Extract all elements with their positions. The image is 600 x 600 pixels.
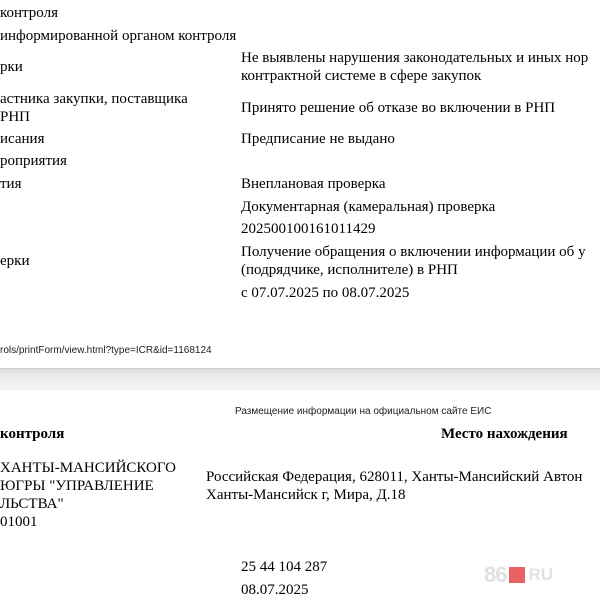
eis-header-note: Размещение информации на официальном сайте ЕИС <box>235 406 492 417</box>
org-name-line1: ХАНТЫ-МАНСИЙСКОГО <box>0 460 177 476</box>
label-rnp: РНП <box>0 109 31 125</box>
value-reg-number: 202500100161011429 <box>241 221 376 237</box>
value-reason-line2: (подрядчике, исполнителе) в РНП <box>241 262 458 278</box>
value-unscheduled: Внеплановая проверка <box>241 176 386 192</box>
label-participant: астника закупки, поставщика <box>0 91 188 107</box>
watermark-red-square-icon <box>509 567 525 583</box>
label-check-result: рки <box>0 59 23 75</box>
label-control: контроля <box>0 5 58 21</box>
value-prescription: Предписание не выдано <box>241 131 395 147</box>
address-line2: Ханты-Мансийск г, Мира, Д.18 <box>206 487 406 503</box>
org-name-line3: ЛЬСТВА" <box>0 496 64 512</box>
watermark-suffix: RU <box>528 565 554 584</box>
label-type: тия <box>0 176 22 192</box>
page-separator <box>0 368 600 391</box>
document-date: 08.07.2025 <box>241 582 309 598</box>
label-check: ерки <box>0 253 30 269</box>
col-header-control: контроля <box>0 426 65 442</box>
value-rnp-decision: Принято решение об отказе во включении в РНП <box>241 100 556 116</box>
value-documentary: Документарная (камеральная) проверка <box>241 199 496 215</box>
watermark-number: 86 <box>484 562 507 587</box>
address-line1: Российская Федерация, 628011, Ханты-Мансийский Автон <box>206 469 583 485</box>
value-reason-line1: Получение обращения о включении информации об у <box>241 244 586 260</box>
code-number: 25 44 104 287 <box>241 559 328 575</box>
org-code: 01001 <box>0 514 38 530</box>
value-no-violations-line2: контрактной системе в сфере закупок <box>241 68 482 84</box>
site-watermark <box>484 562 553 588</box>
label-prescription: исания <box>0 131 45 147</box>
print-url-footer: rols/printForm/view.html?type=ICR&id=1168124 <box>0 345 212 356</box>
col-header-location: Место нахождения <box>441 426 568 442</box>
value-no-violations-line1: Не выявлены нарушения законодательных и иных нор <box>241 50 589 66</box>
label-informed: информированной органом контроля <box>0 28 237 44</box>
org-name-line2: ЮГРЫ "УПРАВЛЕНИЕ <box>0 478 154 494</box>
value-period: с 07.07.2025 по 08.07.2025 <box>241 285 410 301</box>
label-event: роприятия <box>0 153 67 169</box>
